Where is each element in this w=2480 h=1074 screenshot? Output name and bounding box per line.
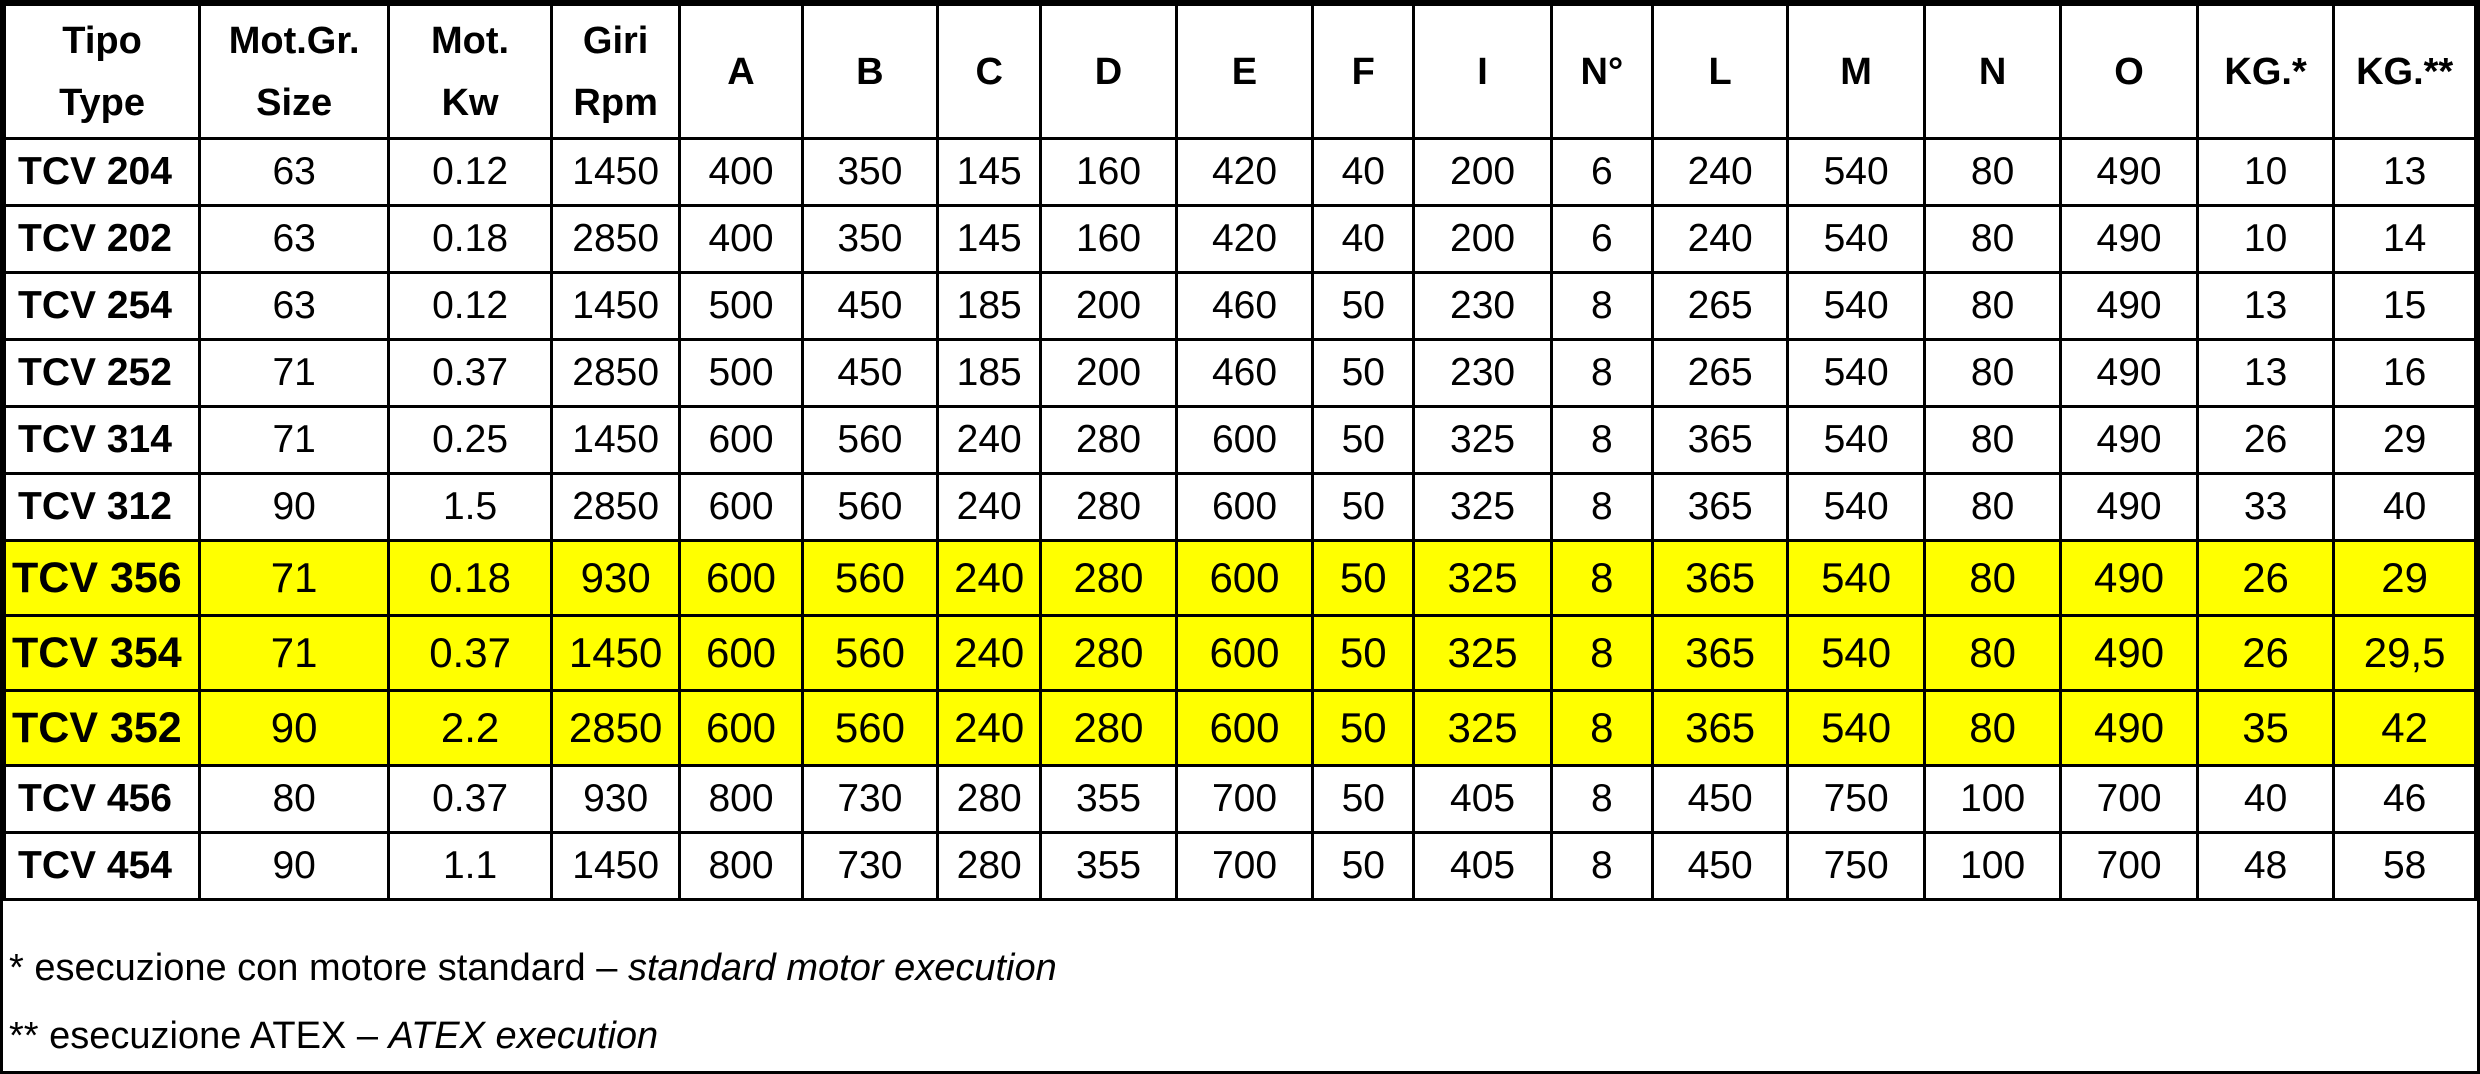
table-cell: 750 xyxy=(1788,833,1924,900)
table-cell: 58 xyxy=(2334,833,2476,900)
column-header xyxy=(680,5,802,139)
footnote xyxy=(9,1002,2477,1070)
table-cell: 50 xyxy=(1313,616,1414,691)
table-cell: 730 xyxy=(802,766,937,833)
table-cell: 800 xyxy=(680,766,802,833)
column-header-line: F xyxy=(1351,50,1375,93)
table-cell: 365 xyxy=(1652,407,1787,474)
table-cell: 280 xyxy=(1041,407,1176,474)
table-cell: 450 xyxy=(802,340,937,407)
specifications-table xyxy=(3,3,2477,901)
table-cell: 40 xyxy=(2334,474,2476,541)
table-cell: 800 xyxy=(680,833,802,900)
column-header xyxy=(2061,5,2197,139)
table-cell: 325 xyxy=(1414,616,1552,691)
table-cell: 8 xyxy=(1551,340,1652,407)
table-cell: 500 xyxy=(680,340,802,407)
table-cell: 560 xyxy=(802,407,937,474)
table-cell: 420 xyxy=(1176,206,1312,273)
table-cell: 280 xyxy=(1041,541,1176,616)
table-cell: 355 xyxy=(1041,766,1176,833)
table-cell: 540 xyxy=(1788,273,1924,340)
table-cell: 29 xyxy=(2334,407,2476,474)
table-cell: 46 xyxy=(2334,766,2476,833)
table-cell: 26 xyxy=(2197,541,2333,616)
table-cell: 80 xyxy=(200,766,389,833)
table-cell: 160 xyxy=(1041,139,1176,206)
footnote-text: ** esecuzione ATEX – xyxy=(9,1015,389,1057)
type-cell: TCV 456 xyxy=(5,766,200,833)
table-cell: 50 xyxy=(1313,833,1414,900)
column-header-line: Mot. xyxy=(431,19,510,62)
table-cell: 365 xyxy=(1652,616,1787,691)
table-cell: 14 xyxy=(2334,206,2476,273)
table-cell: 40 xyxy=(1313,139,1414,206)
table-cell: 1.1 xyxy=(389,833,552,900)
table-cell: 1450 xyxy=(551,407,679,474)
column-header xyxy=(1788,5,1924,139)
table-row xyxy=(5,273,2476,340)
table-cell: 40 xyxy=(1313,206,1414,273)
table-cell: 80 xyxy=(1924,541,2060,616)
column-header xyxy=(389,5,552,139)
table-cell: 80 xyxy=(1924,340,2060,407)
column-header xyxy=(5,5,200,139)
table-cell: 71 xyxy=(200,340,389,407)
table-cell: 490 xyxy=(2061,206,2197,273)
table-cell: 0.37 xyxy=(389,766,552,833)
table-cell: 230 xyxy=(1414,273,1552,340)
column-header-line: B xyxy=(856,50,884,93)
table-cell: 15 xyxy=(2334,273,2476,340)
table-cell: 540 xyxy=(1788,541,1924,616)
table-cell: 40 xyxy=(2197,766,2333,833)
column-header-line: KG.** xyxy=(2356,50,2454,93)
table-cell: 240 xyxy=(938,541,1041,616)
column-header xyxy=(1176,5,1312,139)
table-cell: 365 xyxy=(1652,474,1787,541)
type-cell: TCV 352 xyxy=(5,691,200,766)
type-cell: TCV 314 xyxy=(5,407,200,474)
type-cell: TCV 312 xyxy=(5,474,200,541)
table-cell: 185 xyxy=(938,340,1041,407)
table-cell: 13 xyxy=(2334,139,2476,206)
table-cell: 355 xyxy=(1041,833,1176,900)
column-header xyxy=(802,5,937,139)
footnote-translation: standard motor execution xyxy=(627,947,1057,989)
table-cell: 230 xyxy=(1414,340,1552,407)
table-row-highlighted xyxy=(5,691,2476,766)
table-cell: 600 xyxy=(1176,541,1312,616)
table-cell: 90 xyxy=(200,691,389,766)
table-cell: 490 xyxy=(2061,273,2197,340)
column-header-line: O xyxy=(2114,50,2144,93)
table-cell: 600 xyxy=(1176,691,1312,766)
table-cell: 26 xyxy=(2197,407,2333,474)
table-cell: 185 xyxy=(938,273,1041,340)
table-cell: 600 xyxy=(680,407,802,474)
table-cell: 1450 xyxy=(551,139,679,206)
column-header xyxy=(2197,5,2333,139)
column-header xyxy=(2334,5,2476,139)
table-cell: 700 xyxy=(1176,766,1312,833)
type-cell: TCV 202 xyxy=(5,206,200,273)
table-cell: 600 xyxy=(680,691,802,766)
table-cell: 490 xyxy=(2061,340,2197,407)
table-cell: 560 xyxy=(802,474,937,541)
table-cell: 280 xyxy=(1041,474,1176,541)
table-cell: 540 xyxy=(1788,206,1924,273)
table-cell: 400 xyxy=(680,139,802,206)
table-cell: 450 xyxy=(802,273,937,340)
column-header-line: E xyxy=(1231,50,1258,93)
table-cell: 80 xyxy=(1924,273,2060,340)
table-cell: 8 xyxy=(1551,691,1652,766)
table-cell: 930 xyxy=(551,541,679,616)
table-cell: 490 xyxy=(2061,691,2197,766)
table-cell: 540 xyxy=(1788,139,1924,206)
table-cell: 13 xyxy=(2197,340,2333,407)
table-cell: 600 xyxy=(1176,616,1312,691)
table-cell: 265 xyxy=(1652,340,1787,407)
table-cell: 280 xyxy=(1041,691,1176,766)
column-header-line: Mot.Gr. xyxy=(228,19,360,62)
table-cell: 0.18 xyxy=(389,541,552,616)
table-cell: 80 xyxy=(1924,616,2060,691)
table-cell: 240 xyxy=(938,474,1041,541)
table-cell: 35 xyxy=(2197,691,2333,766)
table-cell: 365 xyxy=(1652,691,1787,766)
type-cell: TCV 356 xyxy=(5,541,200,616)
table-cell: 490 xyxy=(2061,541,2197,616)
table-cell: 450 xyxy=(1652,833,1787,900)
table-cell: 6 xyxy=(1551,206,1652,273)
table-cell: 600 xyxy=(680,474,802,541)
table-cell: 240 xyxy=(938,691,1041,766)
column-header xyxy=(938,5,1041,139)
table-cell: 700 xyxy=(2061,833,2197,900)
column-header xyxy=(1551,5,1652,139)
table-cell: 71 xyxy=(200,541,389,616)
table-cell: 0.37 xyxy=(389,616,552,691)
table-cell: 1450 xyxy=(551,273,679,340)
table-cell: 80 xyxy=(1924,691,2060,766)
table-cell: 540 xyxy=(1788,616,1924,691)
column-header xyxy=(200,5,389,139)
table-cell: 16 xyxy=(2334,340,2476,407)
table-cell: 280 xyxy=(938,766,1041,833)
table-cell: 265 xyxy=(1652,273,1787,340)
table-cell: 48 xyxy=(2197,833,2333,900)
table-cell: 80 xyxy=(1924,206,2060,273)
table-cell: 280 xyxy=(1041,616,1176,691)
table-cell: 200 xyxy=(1414,206,1552,273)
table-cell: 600 xyxy=(680,541,802,616)
table-header-row xyxy=(5,5,2476,139)
table-cell: 100 xyxy=(1924,833,2060,900)
table-cell: 240 xyxy=(1652,206,1787,273)
table-cell: 450 xyxy=(1652,766,1787,833)
type-cell: TCV 354 xyxy=(5,616,200,691)
table-cell: 0.12 xyxy=(389,139,552,206)
type-cell: TCV 254 xyxy=(5,273,200,340)
table-row xyxy=(5,474,2476,541)
table-cell: 350 xyxy=(802,206,937,273)
column-header-line: M xyxy=(1840,50,1872,93)
column-header-line: Tipo xyxy=(62,19,142,62)
table-row xyxy=(5,340,2476,407)
table-cell: 560 xyxy=(802,691,937,766)
table-cell: 80 xyxy=(1924,407,2060,474)
table-cell: 8 xyxy=(1551,616,1652,691)
type-cell: TCV 252 xyxy=(5,340,200,407)
table-cell: 63 xyxy=(200,139,389,206)
column-header xyxy=(1924,5,2060,139)
table-cell: 200 xyxy=(1041,273,1176,340)
table-cell: 100 xyxy=(1924,766,2060,833)
table-cell: 540 xyxy=(1788,474,1924,541)
table-cell: 1450 xyxy=(551,616,679,691)
table-cell: 8 xyxy=(1551,273,1652,340)
column-header-line: Size xyxy=(256,81,333,124)
table-cell: 50 xyxy=(1313,474,1414,541)
column-header-line: A xyxy=(727,50,755,93)
column-header-line: N° xyxy=(1580,50,1624,93)
table-cell: 930 xyxy=(551,766,679,833)
table-cell: 8 xyxy=(1551,833,1652,900)
table-cell: 600 xyxy=(1176,474,1312,541)
table-cell: 350 xyxy=(802,139,937,206)
table-cell: 0.18 xyxy=(389,206,552,273)
table-cell: 400 xyxy=(680,206,802,273)
table-cell: 700 xyxy=(2061,766,2197,833)
table-row-highlighted xyxy=(5,541,2476,616)
column-header-line: D xyxy=(1094,50,1123,93)
table-cell: 80 xyxy=(1924,139,2060,206)
column-header-line: Rpm xyxy=(573,81,658,124)
table-cell: 420 xyxy=(1176,139,1312,206)
table-cell: 50 xyxy=(1313,273,1414,340)
table-cell: 460 xyxy=(1176,273,1312,340)
table-cell: 13 xyxy=(2197,273,2333,340)
column-header-line: Giri xyxy=(582,19,649,62)
table-cell: 1.5 xyxy=(389,474,552,541)
column-header-line: Kw xyxy=(441,81,499,124)
table-row xyxy=(5,407,2476,474)
table-cell: 50 xyxy=(1313,340,1414,407)
table-cell: 50 xyxy=(1313,691,1414,766)
table-cell: 240 xyxy=(938,407,1041,474)
table-cell: 2850 xyxy=(551,691,679,766)
table-cell: 460 xyxy=(1176,340,1312,407)
table-cell: 700 xyxy=(1176,833,1312,900)
table-cell: 8 xyxy=(1551,541,1652,616)
table-cell: 325 xyxy=(1414,474,1552,541)
table-cell: 325 xyxy=(1414,691,1552,766)
column-header xyxy=(1414,5,1552,139)
table-cell: 10 xyxy=(2197,206,2333,273)
table-cell: 6 xyxy=(1551,139,1652,206)
table-cell: 26 xyxy=(2197,616,2333,691)
table-row xyxy=(5,139,2476,206)
table-row xyxy=(5,206,2476,273)
type-cell: TCV 454 xyxy=(5,833,200,900)
table-cell: 160 xyxy=(1041,206,1176,273)
table-cell: 0.25 xyxy=(389,407,552,474)
table-cell: 405 xyxy=(1414,833,1552,900)
table-row-highlighted xyxy=(5,616,2476,691)
table-cell: 2850 xyxy=(551,474,679,541)
table-cell: 490 xyxy=(2061,139,2197,206)
table-cell: 90 xyxy=(200,474,389,541)
column-header-line: N xyxy=(1978,50,2007,93)
table-cell: 8 xyxy=(1551,407,1652,474)
table-cell: 490 xyxy=(2061,474,2197,541)
column-header-line: I xyxy=(1477,50,1488,93)
table-row xyxy=(5,833,2476,900)
table-cell: 600 xyxy=(1176,407,1312,474)
table-cell: 8 xyxy=(1551,474,1652,541)
column-header xyxy=(551,5,679,139)
table-cell: 2850 xyxy=(551,206,679,273)
table-row xyxy=(5,766,2476,833)
table-cell: 490 xyxy=(2061,616,2197,691)
table-cell: 29,5 xyxy=(2334,616,2476,691)
table-cell: 600 xyxy=(680,616,802,691)
table-cell: 2850 xyxy=(551,340,679,407)
table-cell: 730 xyxy=(802,833,937,900)
table-cell: 200 xyxy=(1414,139,1552,206)
table-body xyxy=(5,139,2476,900)
table-cell: 0.12 xyxy=(389,273,552,340)
table-cell: 63 xyxy=(200,206,389,273)
column-header-line: C xyxy=(975,50,1003,93)
table-cell: 33 xyxy=(2197,474,2333,541)
table-cell: 240 xyxy=(938,616,1041,691)
table-cell: 63 xyxy=(200,273,389,340)
type-cell: TCV 204 xyxy=(5,139,200,206)
column-header-line: KG.* xyxy=(2224,50,2307,93)
table-cell: 71 xyxy=(200,616,389,691)
table-cell: 71 xyxy=(200,407,389,474)
table-cell: 42 xyxy=(2334,691,2476,766)
table-cell: 2.2 xyxy=(389,691,552,766)
table-cell: 145 xyxy=(938,206,1041,273)
table-cell: 50 xyxy=(1313,541,1414,616)
table-cell: 540 xyxy=(1788,407,1924,474)
table-cell: 540 xyxy=(1788,691,1924,766)
column-header xyxy=(1652,5,1787,139)
table-cell: 50 xyxy=(1313,407,1414,474)
table-cell: 10 xyxy=(2197,139,2333,206)
table-cell: 365 xyxy=(1652,541,1787,616)
table-cell: 29 xyxy=(2334,541,2476,616)
table-cell: 80 xyxy=(1924,474,2060,541)
table-cell: 240 xyxy=(1652,139,1787,206)
table-cell: 500 xyxy=(680,273,802,340)
table-cell: 325 xyxy=(1414,541,1552,616)
footnote xyxy=(9,934,2477,1002)
table-cell: 540 xyxy=(1788,340,1924,407)
table-cell: 90 xyxy=(200,833,389,900)
table-cell: 490 xyxy=(2061,407,2197,474)
table-cell: 8 xyxy=(1551,766,1652,833)
table-cell: 1450 xyxy=(551,833,679,900)
table-cell: 145 xyxy=(938,139,1041,206)
column-header xyxy=(1313,5,1414,139)
table-cell: 280 xyxy=(938,833,1041,900)
table-cell: 560 xyxy=(802,616,937,691)
table-cell: 750 xyxy=(1788,766,1924,833)
column-header xyxy=(1041,5,1176,139)
table-cell: 200 xyxy=(1041,340,1176,407)
table-cell: 325 xyxy=(1414,407,1552,474)
table-cell: 50 xyxy=(1313,766,1414,833)
column-header-line: L xyxy=(1708,50,1732,93)
footnotes xyxy=(3,934,2477,1070)
column-header-line: Type xyxy=(59,81,145,124)
footnote-text: * esecuzione con motore standard – xyxy=(9,947,628,989)
footnote-translation: ATEX execution xyxy=(388,1015,659,1057)
table-cell: 560 xyxy=(802,541,937,616)
table-cell: 405 xyxy=(1414,766,1552,833)
table-cell: 0.37 xyxy=(389,340,552,407)
